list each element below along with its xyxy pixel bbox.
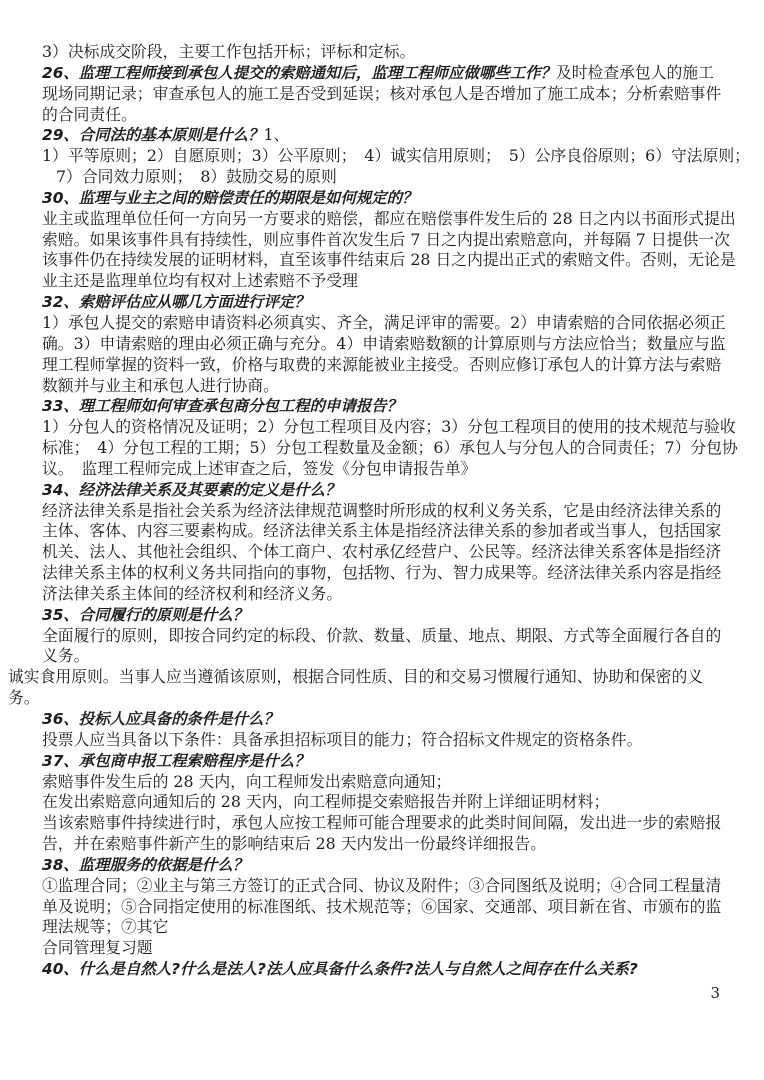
text-line	[0, 63, 764, 84]
body-text: 1、	[263, 125, 290, 145]
body-text: 1）分包人的资格情况及证明；2）分包工程项目及内容；3）分包工程项目的使用的技术规范与验收	[42, 417, 736, 437]
text-line	[0, 855, 764, 876]
question-heading-text: 40、什么是自然人?什么是法人?法人应具备什么条件?法人与自然人之间存在什么关系?	[42, 960, 638, 979]
body-text: 3）决标成交阶段，主要工作包括开标；评标和定标。	[42, 42, 416, 61]
body-text: 诚实食用原则。当事人应当遵循该原则，根据合同性质、目的和交易习惯履行通知、协助和保密的义	[8, 667, 704, 687]
text-line	[0, 84, 764, 105]
text-line	[0, 521, 764, 542]
text-line	[0, 834, 764, 855]
body-text: 机关、法人、其他社会组织、个体工商户、农村承亿经营户、公民等。经济法律关系客体是指经济	[42, 542, 722, 562]
text-line	[0, 438, 764, 459]
text-line	[0, 355, 764, 376]
body-text: 济法律关系主体间的经济权利和经济义务。	[42, 583, 343, 603]
text-line	[0, 626, 764, 647]
text-line	[0, 250, 764, 271]
text-line	[0, 42, 764, 63]
text-line	[0, 292, 764, 313]
text-line	[0, 917, 764, 938]
document-body	[0, 42, 764, 980]
text-line	[0, 105, 764, 126]
body-text: 现场同期记录；审查承包人的施工是否受到延误；核对承包人是否增加了施工成本；分析索赔事件	[42, 83, 722, 103]
body-text: 及时检查承包人的施工	[555, 62, 714, 82]
body-text: 7）合同效力原则； 8）鼓励交易的原则	[56, 167, 337, 187]
text-line	[0, 334, 764, 355]
question-heading-text: 26、监理工程师接到承包人提交的索赔通知后，监理工程师应做哪些工作？	[42, 63, 556, 82]
body-text: 业主或监理单位任何一方向另一方要求的赔偿，都应在赔偿事件发生后的 28 日之内以书面形式提出	[42, 208, 736, 228]
text-line	[0, 376, 764, 397]
text-line	[0, 646, 764, 667]
text-line	[0, 876, 764, 897]
text-line	[0, 313, 764, 334]
body-text: 务。	[8, 688, 40, 708]
text-line	[0, 125, 764, 146]
body-text: 议。 监理工程师完成上述审查之后，签发《分包申请报告单》	[42, 458, 477, 478]
text-line	[0, 167, 764, 188]
text-line	[0, 959, 764, 980]
body-text: 在发出索赔意向通知后的 28 天内，向工程师提交索赔报告并附上详细证明材料；	[42, 792, 610, 812]
body-text: 投票人应当具备以下条件：具备承担招标项目的能力；符合招标文件规定的资格条件。	[42, 729, 643, 749]
body-text: 数额并与业主和承包人进行协商。	[42, 375, 279, 395]
text-line	[0, 730, 764, 751]
text-line	[0, 605, 764, 626]
body-text: 1）承包人提交的索赔申请资料必须真实、齐全，满足评审的需要。2）申请索赔的合同依据必须正	[42, 312, 726, 332]
text-line	[0, 271, 764, 292]
text-line	[0, 897, 764, 918]
text-line	[0, 459, 764, 480]
text-line	[0, 772, 764, 793]
body-text: 1）平等原则；2）自愿原则；3）公平原则； 4）诚实信用原则； 5）公序良俗原则；6）守法原则；	[42, 146, 750, 166]
body-text: ①监理合同；②业主与第三方签订的正式合同、协议及附件；③合同图纸及说明；④合同工程量清	[42, 875, 722, 895]
question-heading-text: 34、经济法律关系及其要素的定义是什么？	[42, 480, 341, 499]
body-text: 经济法律关系是指社会关系为经济法律规范调整时所形成的权利义务关系，它是由经济法律关系的	[42, 500, 722, 520]
question-heading-text: 33、理工程师如何审查承包商分包工程的申请报告？	[42, 397, 403, 416]
body-text: 义务。	[42, 646, 90, 666]
body-text: 该事件仍在持续发展的证明材料，直至该事件结束后 28 日之内提出正式的索赔文件。否则，无论是	[42, 250, 736, 270]
question-heading-text: 30、监理与业主之间的赔偿责任的期限是如何规定的？	[42, 188, 418, 207]
body-text: 理法规等；⑦其它	[42, 917, 169, 937]
text-line	[0, 709, 764, 730]
body-text: 合同管理复习题	[42, 938, 153, 958]
text-line	[0, 563, 764, 584]
text-line	[0, 501, 764, 522]
body-text: 索赔。如果该事件具有持续性，则应事件首次发生后 7 日之内提出索赔意向，并每隔 7 日提供一次	[42, 229, 730, 249]
body-text: 的合同责任。	[42, 104, 137, 124]
body-text: 主体、客体、内容三要素构成。经济法律关系主体是指经济法律关系的参加者或当事人，包括国家	[42, 521, 722, 541]
text-line	[0, 396, 764, 417]
body-text: 索赔事件发生后的 28 天内，向工程师发出索赔意向通知；	[42, 771, 452, 791]
text-line	[0, 230, 764, 251]
text-line	[0, 792, 764, 813]
text-line	[0, 751, 764, 772]
question-heading-text: 32、索赔评估应从哪几方面进行评定？	[42, 293, 310, 312]
question-heading-text: 36、投标人应具备的条件是什么？	[42, 710, 279, 728]
body-text: 标准； 4）分包工程的工期；5）分包工程数量及金额；6）承包人与分包人的合同责任；7）分包协	[42, 438, 738, 458]
body-text: 告，并在索赔事件新产生的影响结束后 28 天内发出一份最终详细报告。	[42, 834, 547, 854]
text-line	[0, 417, 764, 438]
text-line	[0, 667, 764, 688]
body-text: 业主还是监理单位均有权对上述索赔不予受理	[42, 271, 358, 291]
question-heading-text: 29、合同法的基本原则是什么？	[42, 126, 264, 145]
body-text: 全面履行的原则，即按合同约定的标段、价款、数量、质量、地点、期限、方式等全面履行各自的	[42, 625, 722, 645]
text-line	[0, 813, 764, 834]
body-text: 确。3）申请索赔的理由必须正确与充分。4）申请索赔数额的计算原则与方法应恰当；数量应与监	[42, 333, 726, 353]
question-heading-text: 38、监理服务的依据是什么？	[42, 855, 249, 874]
text-line	[0, 688, 764, 709]
text-line	[0, 146, 764, 167]
body-text: 当该索赔事件持续进行时，承包人应按工程师可能合理要求的此类时间间隔，发出进一步的索赔报	[42, 813, 722, 833]
question-heading-text: 35、合同履行的原则是什么？	[42, 605, 249, 624]
text-line	[0, 188, 764, 209]
text-line	[0, 938, 764, 959]
text-line	[0, 480, 764, 501]
body-text: 单及说明；⑤合同指定使用的标准图纸、技术规范等；⑥国家、交通部、项目新在省、市颁布的监	[42, 896, 722, 916]
text-line	[0, 542, 764, 563]
page-number: 3	[710, 984, 720, 1002]
text-line	[0, 584, 764, 605]
question-heading-text: 37、承包商申报工程索赔程序是什么？	[42, 751, 310, 770]
text-line	[0, 209, 764, 230]
body-text: 法律关系主体的权利义务共同指向的事物，包括物、行为、智力成果等。经济法律关系内容是指经	[42, 563, 722, 583]
body-text: 理工程师掌握的资料一致，价格与取费的来源能被业主接受。否则应修订承包人的计算方法与索赔	[42, 354, 722, 374]
